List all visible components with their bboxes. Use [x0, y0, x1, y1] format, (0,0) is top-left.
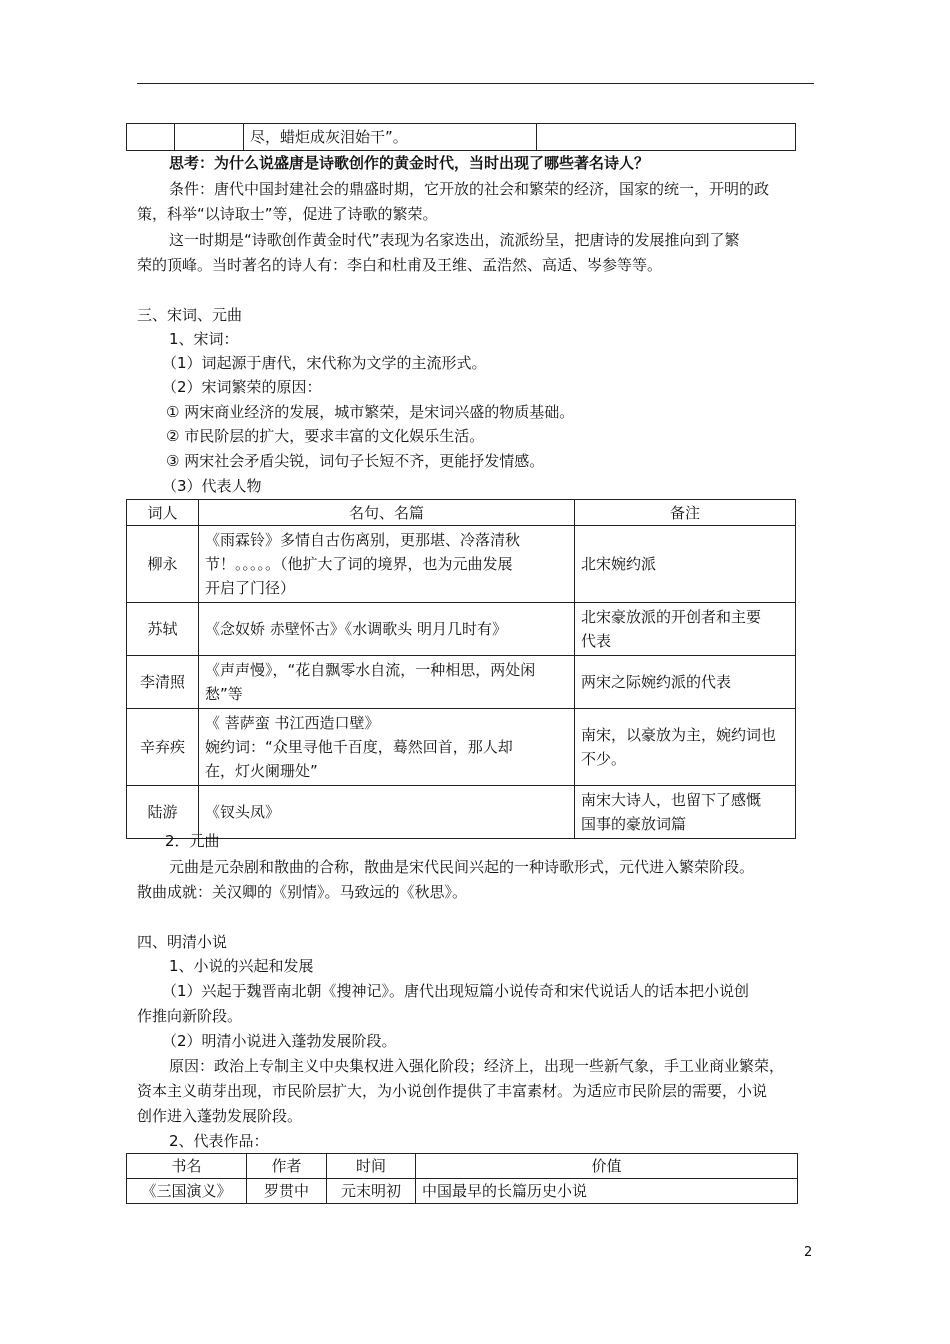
- table-row: [127, 656, 796, 709]
- value-cell: 中国最早的长篇历史小说: [416, 1179, 798, 1204]
- note-line: 北宋豪放派的开创者和主要: [581, 608, 762, 626]
- works-line: 《钗头凤》: [205, 803, 281, 821]
- works-line: 开启了门径）: [205, 579, 296, 597]
- poet-cell: 辛弃疾: [127, 709, 199, 786]
- list-item: ③ 两宋社会矛盾尖锐，词句子长短不齐，更能抒发情感。: [166, 452, 545, 470]
- table-header: 书名: [127, 1154, 247, 1179]
- poets-table: [126, 499, 796, 839]
- subheading: 2．元曲: [165, 832, 220, 850]
- paragraph: 资本主义萌芽出现，市民阶层扩大，为小说创作提供了丰富素材。为适应市民阶层的需要，小说: [137, 1082, 768, 1100]
- paragraph: 作推向新阶段。: [137, 1007, 243, 1025]
- table-header: 词人: [127, 500, 199, 526]
- table-header: 名句、名篇: [199, 500, 575, 526]
- paragraph: 荣的顶峰。当时著名的诗人有：李白和杜甫及王维、孟浩然、高适、岑参等等。: [137, 256, 663, 274]
- paragraph: 散曲成就：关汉卿的《别情》。马致远的《秋思》。: [137, 883, 468, 901]
- think-question: 思考：为什么说盛唐是诗歌创作的黄金时代，当时出现了哪些著名诗人？: [169, 154, 650, 172]
- author-cell: 罗贯中: [247, 1179, 327, 1204]
- works-line: 节！。。。。。（他扩大了词的境界，也为元曲发展: [205, 555, 513, 573]
- note-line: 国事的豪放词篇: [581, 815, 687, 833]
- paragraph: （1）兴起于魏晋南北朝《搜神记》。唐代出现短篇小说传奇和宋代说话人的话本把小说创: [162, 982, 750, 1000]
- list-item: ① 两宋商业经济的发展，城市繁荣，是宋词兴盛的物质基础。: [166, 403, 575, 421]
- paragraph: 创作进入蓬勃发展阶段。: [137, 1107, 303, 1125]
- works-cell: [199, 603, 575, 656]
- table-row: [127, 603, 796, 656]
- paragraph: 策，科举“以诗取士”等，促进了诗歌的繁荣。: [137, 205, 438, 223]
- table-header: 时间: [327, 1154, 416, 1179]
- subheading: 2、代表作品：: [169, 1132, 269, 1150]
- works-line: 婉约词：“众里寻他千百度，蓦然回首，那人却: [205, 738, 513, 756]
- header-rule: [137, 83, 814, 84]
- works-line: 《念奴娇 赤壁怀古》《水调歌头 明月几时有》: [205, 620, 508, 638]
- table-header: 价值: [416, 1154, 798, 1179]
- works-cell: [199, 526, 575, 603]
- section-heading: 三、宋词、元曲: [137, 306, 243, 324]
- table-header: 备注: [575, 500, 796, 526]
- book-cell: 《三国演义》: [127, 1179, 247, 1204]
- note-cell: [575, 709, 796, 786]
- table-row: [127, 1179, 798, 1204]
- paragraph: （2）明清小说进入蓬勃发展阶段。: [162, 1032, 397, 1050]
- works-cell: [199, 656, 575, 709]
- note-cell: [575, 526, 796, 603]
- novels-table: [126, 1153, 798, 1204]
- time-cell: 元末明初: [327, 1179, 416, 1204]
- note-line: 南宋，以豪放为主，婉约词也: [581, 726, 777, 744]
- table-cell: 尽，蜡炬成灰泪始干”。: [244, 124, 537, 151]
- paragraph: 原因：政治上专制主义中央集权进入强化阶段；经济上，出现一些新气象，手工业商业繁荣，: [169, 1057, 785, 1075]
- works-line: 《声声慢》，“花自飘零水自流，一种相思，两处闲: [205, 661, 536, 679]
- list-item: ② 市民阶层的扩大，要求丰富的文化娱乐生活。: [166, 427, 485, 445]
- note-line: 两宋之际婉约派的代表: [581, 673, 732, 691]
- section-heading: 四、明清小说: [137, 933, 228, 951]
- table-header: 作者: [247, 1154, 327, 1179]
- continued-table: [126, 123, 796, 151]
- poet-cell: 苏轼: [127, 603, 199, 656]
- paragraph: 条件：唐代中国封建社会的鼎盛时期，它开放的社会和繁荣的经济，国家的统一，开明的政: [169, 180, 770, 198]
- note-line: 南宋大诗人，也留下了感慨: [581, 791, 762, 809]
- list-item: （2）宋词繁荣的原因：: [162, 378, 322, 396]
- table-row: [127, 526, 796, 603]
- paragraph: 这一时期是“诗歌创作黄金时代”表现为名家迭出，流派纷呈，把唐诗的发展推向到了繁: [169, 231, 740, 249]
- works-cell: [199, 709, 575, 786]
- page-number: 2: [804, 1245, 813, 1260]
- works-line: 《雨霖铃》多情自古伤离别，更那堪、冷落清秋: [205, 531, 521, 549]
- subheading: 1、宋词：: [169, 330, 239, 348]
- list-item: （1）词起源于唐代，宋代称为文学的主流形式。: [162, 354, 487, 372]
- poet-cell: 李清照: [127, 656, 199, 709]
- poet-cell: 陆游: [127, 786, 199, 839]
- list-item: （3）代表人物: [162, 477, 262, 495]
- table-row: [127, 709, 796, 786]
- paragraph: 元曲是元杂剧和散曲的合称，散曲是宋代民间兴起的一种诗歌形式，元代进入繁荣阶段。: [169, 858, 755, 876]
- note-cell: [575, 603, 796, 656]
- works-line: 《 菩萨蛮 书江西造口壁》: [205, 714, 380, 732]
- works-line: 愁”等: [205, 685, 243, 703]
- poet-cell: 柳永: [127, 526, 199, 603]
- note-line: 北宋婉约派: [581, 555, 657, 573]
- note-line: 代表: [581, 632, 612, 650]
- note-line: 不少。: [581, 750, 627, 768]
- subheading: 1、小说的兴起和发展: [169, 957, 314, 975]
- works-line: 在，灯火阑珊处”: [205, 762, 318, 780]
- note-cell: [575, 656, 796, 709]
